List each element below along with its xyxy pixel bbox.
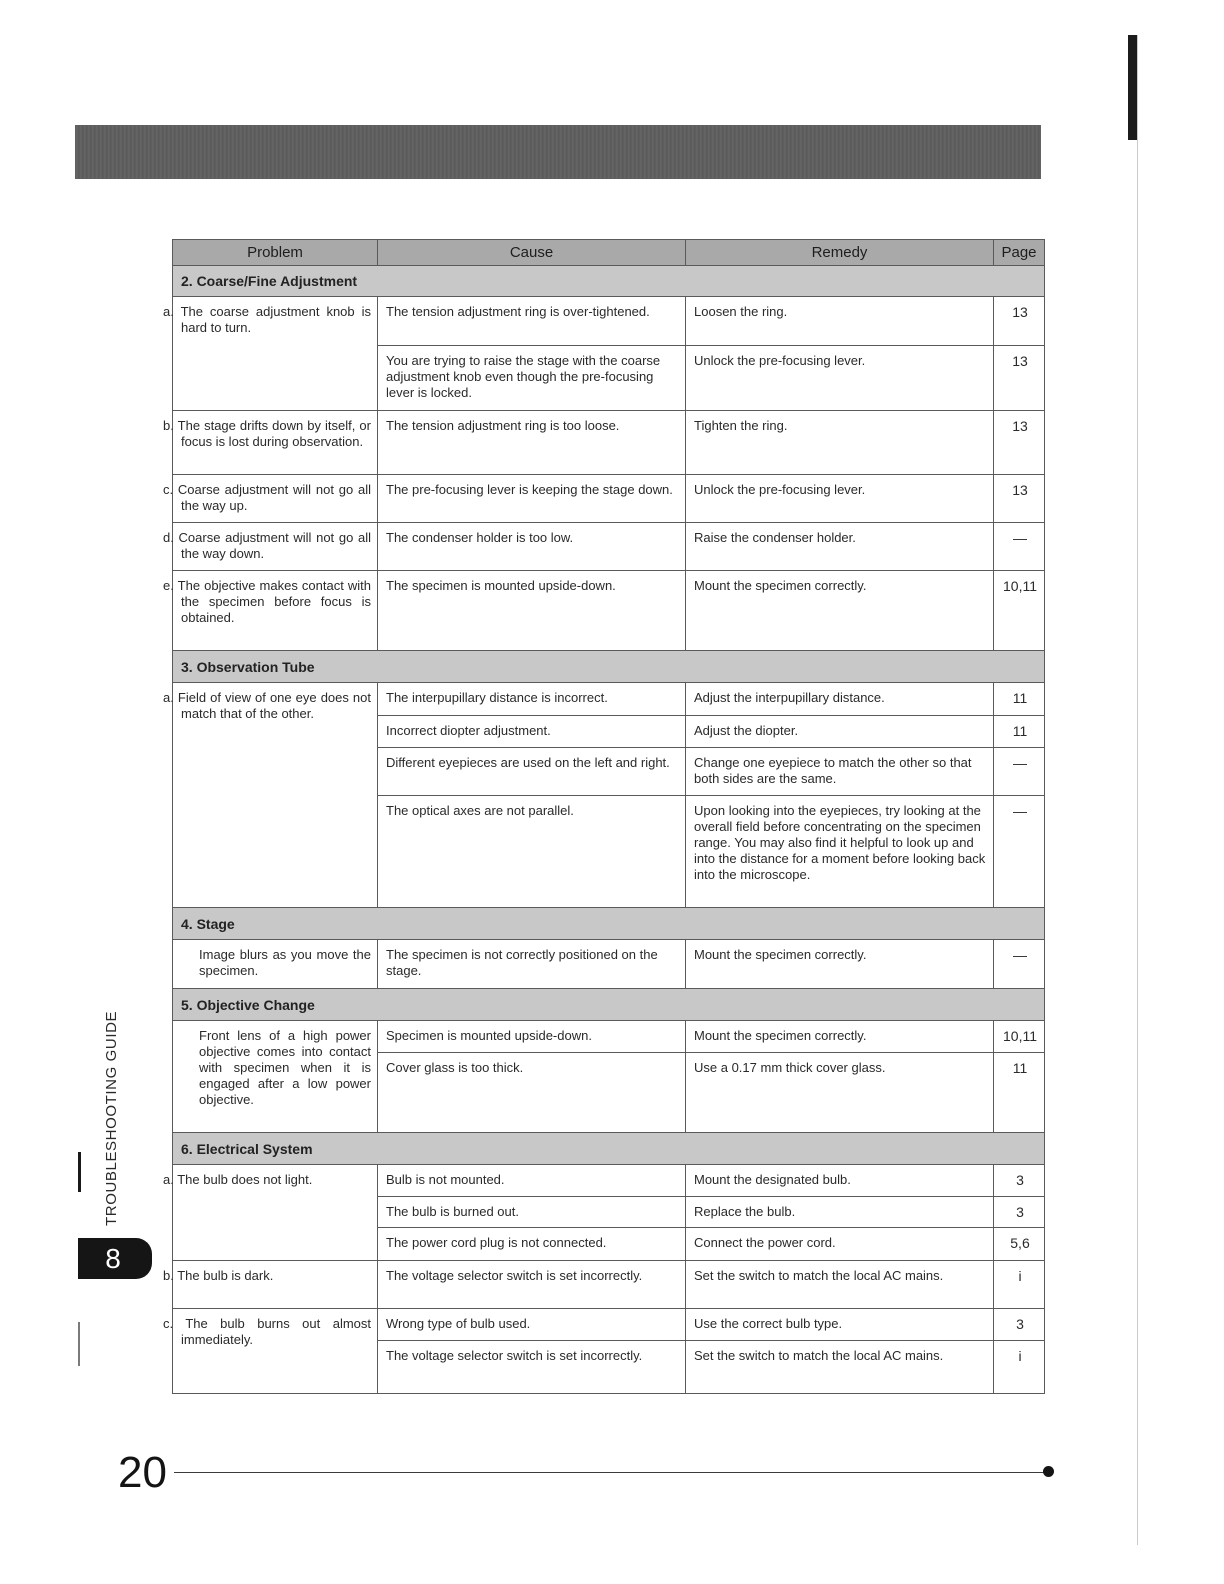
page-cell: 11 — [994, 1053, 1045, 1133]
remedy-cell: Loosen the ring. — [686, 297, 994, 346]
page-cell: i — [994, 1341, 1045, 1394]
cause-cell: The condenser holder is too low. — [378, 523, 686, 571]
page-edge-line — [1137, 35, 1138, 1545]
remedy-cell: Connect the power cord. — [686, 1228, 994, 1261]
remedy-cell: Adjust the diopter. — [686, 716, 994, 748]
remedy-cell: Upon looking into the eyepieces, try looking at the overall field before concentrating on the specimen range. You may also find it helpful to look up and into the distance for a moment before looking back into the microscope. — [686, 796, 994, 908]
page-cell: 5,6 — [994, 1228, 1045, 1261]
page-cell: 13 — [994, 411, 1045, 475]
page-cell: 10,11 — [994, 571, 1045, 651]
problem-cell: d. Coarse adjustment will not go all the way down. — [173, 523, 378, 571]
cause-cell: Specimen is mounted upside-down. — [378, 1021, 686, 1053]
remedy-cell: Mount the specimen correctly. — [686, 1021, 994, 1053]
cause-cell: The pre-focusing lever is keeping the stage down. — [378, 475, 686, 523]
cause-cell: The tension adjustment ring is over-tightened. — [378, 297, 686, 346]
problem-cell: c. The bulb burns out almost immediately. — [173, 1309, 378, 1394]
remedy-cell: Raise the condenser holder. — [686, 523, 994, 571]
cause-cell: The interpupillary distance is incorrect. — [378, 683, 686, 716]
table-row — [173, 297, 1045, 346]
side-margin-rule — [78, 1322, 80, 1366]
page-cell: — — [994, 796, 1045, 908]
cause-cell: The tension adjustment ring is too loose. — [378, 411, 686, 475]
problem-cell: b. The bulb is dark. — [173, 1261, 378, 1309]
remedy-cell: Adjust the interpupillary distance. — [686, 683, 994, 716]
section-row — [173, 908, 1045, 940]
problem-cell: a. The bulb does not light. — [173, 1165, 378, 1261]
page-cell: i — [994, 1261, 1045, 1309]
cause-cell: The bulb is burned out. — [378, 1197, 686, 1228]
page-cell: 13 — [994, 346, 1045, 411]
cause-cell: Wrong type of bulb used. — [378, 1309, 686, 1341]
column-header-cause: Cause — [378, 240, 686, 266]
remedy-cell: Mount the specimen correctly. — [686, 940, 994, 989]
cause-cell: Bulb is not mounted. — [378, 1165, 686, 1197]
page-cell: 10,11 — [994, 1021, 1045, 1053]
problem-cell: Front lens of a high power objective comes into contact with specimen when it is engaged after a low power objective. — [173, 1021, 378, 1133]
section-row — [173, 989, 1045, 1021]
cause-cell: Cover glass is too thick. — [378, 1053, 686, 1133]
problem-cell: c. Coarse adjustment will not go all the way up. — [173, 475, 378, 523]
table-row — [173, 411, 1045, 475]
remedy-cell: Change one eyepiece to match the other so that both sides are the same. — [686, 748, 994, 796]
troubleshooting-table — [163, 239, 1045, 1394]
section-title: 2. Coarse/Fine Adjustment — [173, 266, 1045, 297]
problem-cell: b. The stage drifts down by itself, or focus is lost during observation. — [173, 411, 378, 475]
cause-cell: Different eyepieces are used on the left and right. — [378, 748, 686, 796]
page-cell: — — [994, 748, 1045, 796]
chapter-number: 8 — [105, 1243, 121, 1274]
table-row — [173, 523, 1045, 571]
section-row — [173, 266, 1045, 297]
page-cell: 11 — [994, 683, 1045, 716]
side-margin-rule — [78, 1152, 81, 1192]
problem-cell: Image blurs as you move the specimen. — [173, 940, 378, 989]
table-row — [173, 940, 1045, 989]
table-row — [173, 683, 1045, 716]
page-cell: 13 — [994, 475, 1045, 523]
remedy-cell: Unlock the pre-focusing lever. — [686, 346, 994, 411]
header-band — [75, 125, 1041, 179]
cause-cell: The specimen is mounted upside-down. — [378, 571, 686, 651]
table-header-row — [173, 240, 1045, 266]
section-row — [173, 651, 1045, 683]
table-row — [173, 1165, 1045, 1197]
cause-cell: The optical axes are not parallel. — [378, 796, 686, 908]
remedy-cell: Set the switch to match the local AC mains. — [686, 1261, 994, 1309]
page-cell: 11 — [994, 716, 1045, 748]
page-cell: 3 — [994, 1165, 1045, 1197]
chapter-side-label: TROUBLESHOOTING GUIDE — [103, 1010, 120, 1226]
section-row — [173, 1133, 1045, 1165]
problem-cell: a. Field of view of one eye does not match that of the other. — [173, 683, 378, 908]
section-title: 5. Objective Change — [173, 989, 1045, 1021]
page-cell: 3 — [994, 1309, 1045, 1341]
page-cell: — — [994, 523, 1045, 571]
section-title: 3. Observation Tube — [173, 651, 1045, 683]
table-row — [173, 475, 1045, 523]
remedy-cell: Mount the specimen correctly. — [686, 571, 994, 651]
section-title: 4. Stage — [173, 908, 1045, 940]
column-header-problem: Problem — [173, 240, 378, 266]
binding-edge-bar — [1128, 35, 1137, 140]
problem-cell: a. The coarse adjustment knob is hard to turn. — [173, 297, 378, 411]
cause-cell: You are trying to raise the stage with the coarse adjustment knob even though the pre-focusing lever is locked. — [378, 346, 686, 411]
page-cell: 3 — [994, 1197, 1045, 1228]
footer-rule — [174, 1472, 1047, 1473]
cause-cell: The voltage selector switch is set incorrectly. — [378, 1341, 686, 1394]
remedy-cell: Unlock the pre-focusing lever. — [686, 475, 994, 523]
cause-cell: The power cord plug is not connected. — [378, 1228, 686, 1261]
cause-cell: Incorrect diopter adjustment. — [378, 716, 686, 748]
table-row — [173, 1021, 1045, 1053]
remedy-cell: Tighten the ring. — [686, 411, 994, 475]
page-cell: — — [994, 940, 1045, 989]
column-header-page: Page — [994, 240, 1045, 266]
footer-dot — [1043, 1466, 1054, 1477]
problem-cell: e. The objective makes contact with the specimen before focus is obtained. — [173, 571, 378, 651]
cause-cell: The voltage selector switch is set incorrectly. — [378, 1261, 686, 1309]
section-title: 6. Electrical System — [173, 1133, 1045, 1165]
table-row — [173, 571, 1045, 651]
column-header-remedy: Remedy — [686, 240, 994, 266]
remedy-cell: Use the correct bulb type. — [686, 1309, 994, 1341]
remedy-cell: Set the switch to match the local AC mains. — [686, 1341, 994, 1394]
remedy-cell: Replace the bulb. — [686, 1197, 994, 1228]
page-number: 20 — [118, 1448, 167, 1497]
remedy-cell: Use a 0.17 mm thick cover glass. — [686, 1053, 994, 1133]
table-row — [173, 1261, 1045, 1309]
cause-cell: The specimen is not correctly positioned on the stage. — [378, 940, 686, 989]
remedy-cell: Mount the designated bulb. — [686, 1165, 994, 1197]
page-cell: 13 — [994, 297, 1045, 346]
table-row — [173, 1309, 1045, 1341]
chapter-tab — [78, 1238, 152, 1279]
